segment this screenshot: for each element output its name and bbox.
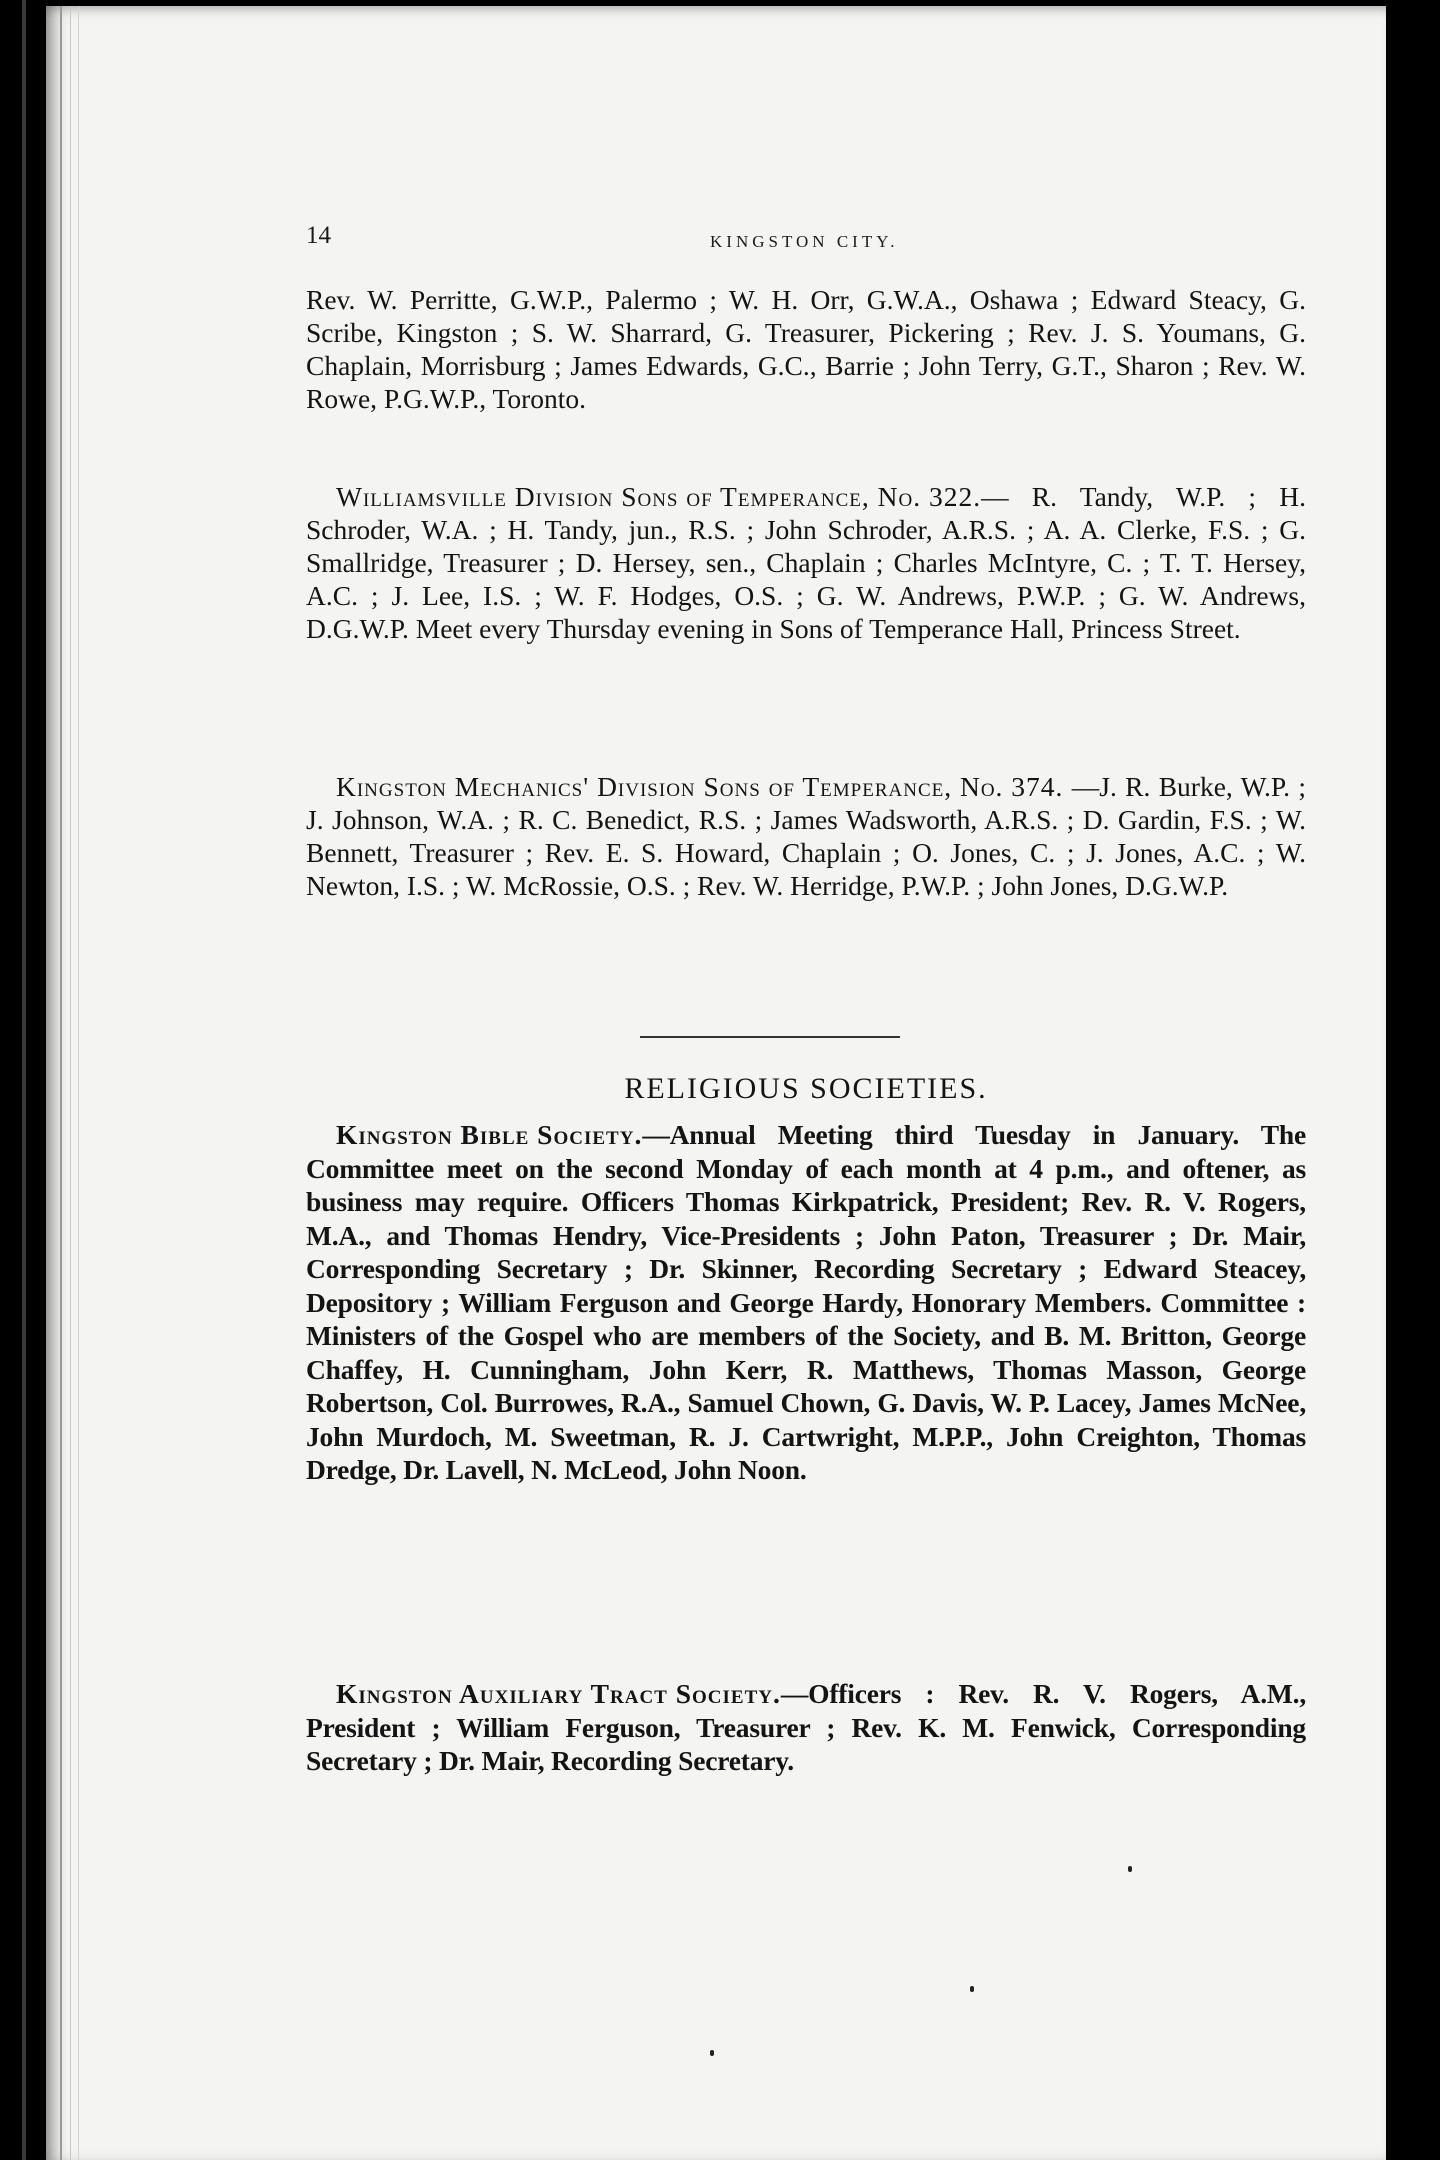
williamsville-division-paragraph (306, 480, 1306, 645)
page-gutter-line (78, 6, 79, 2160)
bible-society-paragraph (306, 1118, 1306, 1487)
page-number: 14 (306, 222, 331, 249)
scan-speck (1128, 1866, 1132, 1872)
paragraph-body: —J. R. Burke, W.P. ; J. Johnson, W.A. ; R. C. Benedict, R.S. ; James Wadsworth, A.R.S. ; D. Gardin, F.S. ; W. Bennett, Treasurer ; Rev. E. S. Howard, Chaplain ; O. Jones, C. ; J. Jones, A.C. ; W. Newton, I.S. ; W. McRossie, O.S. ; Rev. W. Herridge, P.W.P. ; John Jones, D.G.W.P. (306, 771, 1306, 901)
officers-paragraph (306, 283, 1306, 415)
paragraph-body: —Officers : Rev. R. V. Rogers, A.M., President ; William Ferguson, Treasurer ; Rev. K. M. Fenwick, Corresponding Secretary ; Dr. Mair, Recording Secretary. (306, 1678, 1306, 1776)
binding-spine (22, 0, 26, 2160)
section-divider (640, 1036, 900, 1038)
page-gutter-line (60, 6, 62, 2160)
running-head: KINGSTON CITY. (710, 232, 899, 251)
paragraph-text (306, 480, 1306, 645)
section-heading: RELIGIOUS SOCIETIES. (624, 1072, 988, 1105)
page-gutter-line (70, 6, 71, 2160)
paragraph-lead: Kingston Auxiliary Tract Society. (336, 1678, 781, 1709)
paragraph-lead: Kingston Bible Society. (336, 1119, 643, 1150)
paragraph-lead: Kingston Mechanics' Division Sons of Temperance, No. 374. (336, 771, 1064, 802)
paragraph-body: Rev. W. Perritte, G.W.P., Palermo ; W. H. Orr, G.W.A., Oshawa ; Edward Steacy, G. Scribe, Kingston ; S. W. Sharrard, G. Treasurer, Pickering ; Rev. J. S. Youmans, G. Chaplain, Morrisburg ; James Edwards, G.C., Barrie ; John Terry, G.T., Sharon ; Rev. W. Rowe, P.G.W.P., Toronto. (306, 284, 1306, 414)
paragraph-text (306, 1677, 1306, 1778)
scan-speck (710, 2050, 714, 2056)
paragraph-text (306, 770, 1306, 902)
paragraph-text (306, 283, 1306, 415)
page-header (306, 222, 946, 262)
mechanics-division-paragraph (306, 770, 1306, 902)
scan-speck (970, 1986, 974, 1992)
scan-binding-edge (0, 0, 46, 2160)
paragraph-body: — R. Tandy, W.P. ; H. Schroder, W.A. ; H. Tandy, jun., R.S. ; John Schroder, A.R.S. ; A. A. Clerke, F.S. ; G. Smallridge, Treasurer ; D. Hersey, sen., Chaplain ; Charles McIntyre, C. ; T. T. Hersey, A.C. ; J. Lee, I.S. ; W. F. Hodges, O.S. ; G. W. Andrews, P.W.P. ; G. W. Andrews, D.G.W.P. Meet every Thursday evening in Sons of Temperance Hall, Princess Street. (306, 481, 1306, 644)
tract-society-paragraph (306, 1677, 1306, 1778)
paragraph-body: —Annual Meeting third Tuesday in January. The Committee meet on the second Monday of each month at 4 p.m., and oftener, as business may require. Officers Thomas Kirkpatrick, President; Rev. R. V. Rogers, M.A., and Thomas Hendry, Vice-Presidents ; John Paton, Treasurer ; Dr. Mair, Corresponding Secretary ; Dr. Skinner, Recording Secretary ; Edward Steacey, Depository ; William Ferguson and George Hardy, Honorary Members. Committee : Ministers of the Gospel who are members of the Society, and B. M. Britton, George Chaffey, H. Cunningham, John Kerr, R. Matthews, Thomas Masson, George Robertson, Col. Burrowes, R.A., Samuel Chown, G. Davis, W. P. Lacey, James McNee, John Murdoch, M. Sweetman, R. J. Cartwright, M.P.P., John Creighton, Thomas Dredge, Dr. Lavell, N. McLeod, John Noon. (306, 1119, 1306, 1485)
paragraph-text (306, 1118, 1306, 1487)
paragraph-lead: Williamsville Division Sons of Temperance, No. 322. (336, 481, 982, 512)
